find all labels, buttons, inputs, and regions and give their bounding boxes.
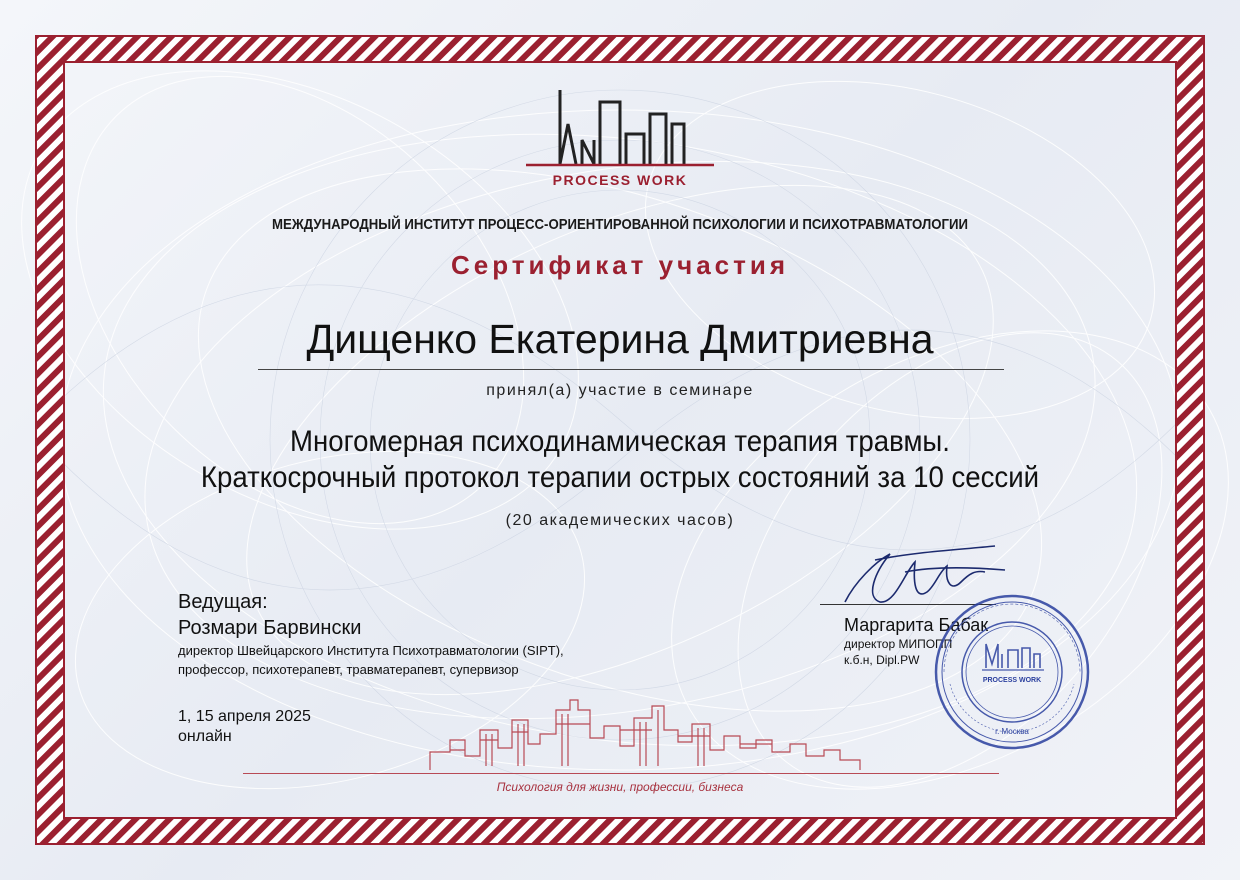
bottom-divider — [243, 773, 999, 774]
leader-name: Розмари Барвински — [178, 617, 362, 639]
name-underline — [258, 369, 1004, 370]
institute-name: МЕЖДУНАРОДНЫЙ ИНСТИТУТ ПРОЦЕСС-ОРИЕНТИРОВАННОЙ ПСИХОЛОГИИ И ПСИХОТРАВМАТОЛОГИИ — [272, 216, 968, 233]
stamp-city-text: г. Москва — [995, 727, 1029, 736]
leader-desc-line1: директор Швейцарского Института Психотравматологии (SIPT), — [178, 643, 564, 658]
director-title: директор МИПОПП — [844, 637, 953, 651]
stamp-brand-text: PROCESS WORK — [982, 677, 1042, 684]
seminar-dates — [178, 707, 311, 747]
seminar-title-line1: Многомерная психодинамическая терапия травмы. — [290, 425, 950, 458]
certificate-title: Сертификат участия — [450, 250, 790, 280]
director-name: Маргарита Бабак — [844, 615, 989, 635]
seminar-title — [50, 424, 1191, 496]
tagline: Психология для жизни, профессии, бизнеса — [496, 780, 744, 794]
dates-line2: онлайн — [178, 728, 232, 745]
academic-hours: (20 академических часов) — [505, 512, 735, 529]
director-degree: к.б.н, Dipl.PW — [844, 653, 920, 667]
official-stamp — [932, 592, 1092, 752]
logo-brand-text: PROCESS WORK — [552, 172, 688, 188]
dates-line1: 1, 15 апреля 2025 — [178, 708, 311, 725]
city-skyline-illustration — [420, 690, 880, 770]
institute-logo — [520, 84, 720, 190]
participation-text: принял(а) участие в семинаре — [486, 382, 754, 399]
recipient-name: Дищенко Екатерина Дмитриевна — [306, 316, 934, 362]
seminar-leader — [178, 590, 564, 678]
leader-desc-line2: профессор, психотерапевт, травматерапевт, супервизор — [178, 662, 519, 677]
leader-label: Ведущая: — [178, 591, 268, 613]
seminar-title-line2: Краткосрочный протокол терапии острых состояний за 10 сессий — [200, 461, 1040, 494]
